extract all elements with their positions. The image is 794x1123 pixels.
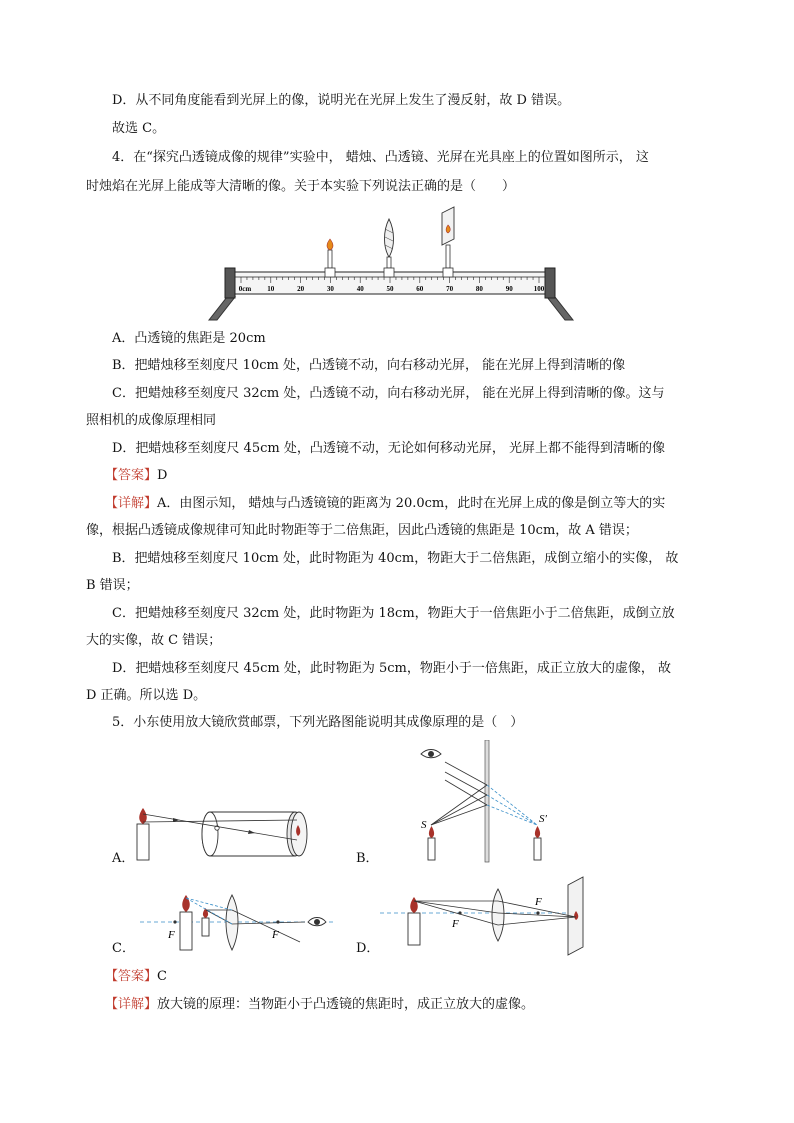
- q4-option-c-line2: 照相机的成像原理相同: [86, 413, 217, 428]
- prev-conclusion: 故选 C。: [112, 121, 166, 136]
- q4-detail-a-line1: A．由图示知， 蜡烛与凸透镜镜的距离为 20.0cm，此时在光屏上成的像是倒立等大的实: [157, 496, 666, 511]
- q4-detail-d-line2: D 正确。所以选 D。: [86, 688, 207, 703]
- q4-detail-c-line1: C．把蜡烛移至刻度尺 32cm 处，此时物距为 18cm，物距大于一倍焦距小于二倍焦距，成倒立放: [112, 606, 675, 621]
- label-s-prime: S′: [539, 813, 547, 825]
- prev-option-d: D．从不同角度能看到光屏上的像，说明光在光屏上发生了漫反射，故 D 错误。: [112, 93, 571, 108]
- q5-label-b: B．: [356, 851, 379, 866]
- ruler-tick-label: 50: [386, 285, 394, 293]
- ruler-tick-label: 10: [267, 285, 275, 293]
- q4-detail-d-line1: D．把蜡烛移至刻度尺 45cm 处，此时物距为 5cm，物距小于一倍焦距，成正立放大的虚像， 故: [112, 661, 671, 676]
- q4-option-b: B．把蜡烛移至刻度尺 10cm 处，凸透镜不动，向右移动光屏， 能在光屏上得到清晰的像: [112, 358, 626, 373]
- q5-answer-tag: 【答案】: [105, 969, 158, 984]
- candle-on-bench: [325, 239, 335, 277]
- q4-answer-line: [105, 467, 167, 485]
- q5-answer-line: [105, 968, 167, 986]
- q5-answer: C: [157, 969, 167, 984]
- q5-label-d: D．: [356, 941, 380, 956]
- label-f-c-right: F: [272, 929, 279, 941]
- label-f-d-right: F: [535, 896, 542, 908]
- q5-label-c: C．: [112, 941, 135, 956]
- q5-detail-tag: 【详解】: [105, 997, 158, 1012]
- q4-detail-a-line1-wrap: [105, 495, 665, 513]
- q5-figure-a-pinhole: [125, 800, 320, 865]
- q4-detail-b-line2: B 错误；: [86, 578, 139, 593]
- q4-option-c-line1: C．把蜡烛移至刻度尺 32cm 处，凸透镜不动，向右移动光屏， 能在光屏上得到清晰的像。这与: [112, 386, 665, 401]
- q4-detail-b-line1: B．把蜡烛移至刻度尺 10cm 处，此时物距为 40cm，物距大于二倍焦距，成倒立缩小的实像， 故: [112, 551, 679, 566]
- q4-stem-line1: 4．在“探究凸透镜成像的规律”实验中， 蜡烛、凸透镜、光屏在光具座上的位置如图所示， 这: [112, 150, 649, 165]
- q4-stem-line2: 时烛焰在光屏上能成等大清晰的像。关于本实验下列说法正确的是（ ）: [86, 179, 516, 194]
- ruler-tick-label: 70: [446, 285, 454, 293]
- screen-on-bench: [442, 207, 454, 277]
- q4-detail-tag: 【详解】: [105, 496, 158, 511]
- q5-detail: 放大镜的原理：当物距小于凸透镜的焦距时，成正立放大的虚像。: [157, 997, 535, 1012]
- ruler-tick-label: 90: [505, 285, 513, 293]
- label-f-d-left: F: [452, 918, 459, 930]
- q5-stem: 5．小东使用放大镜欣赏邮票，下列光路图能说明其成像原理的是（ ）: [112, 715, 524, 730]
- q5-figure-d-projector: [380, 875, 605, 965]
- q4-answer-tag: 【答案】: [105, 468, 158, 483]
- q4-optical-bench-figure: [205, 205, 575, 325]
- ruler-tick-label: 40: [356, 285, 364, 293]
- q4-option-a: A．凸透镜的焦距是 20cm: [112, 331, 266, 346]
- q5-figure-b-plane-mirror: [415, 740, 565, 865]
- ruler-tick-label: 0cm: [238, 285, 252, 293]
- q4-answer: D: [157, 468, 168, 483]
- q4-detail-c-line2: 大的实像，故 C 错误；: [86, 633, 222, 648]
- ruler-tick-label: 60: [416, 285, 424, 293]
- q4-detail-a-line2: 像，根据凸透镜成像规律可知此时物距等于二倍焦距，因此凸透镜的焦距是 10cm，故 A 错误；: [86, 523, 638, 538]
- label-s: S: [421, 819, 427, 831]
- q4-option-d: D．把蜡烛移至刻度尺 45cm 处，凸透镜不动，无论如何移动光屏， 光屏上都不能得到清晰的像: [112, 441, 665, 456]
- lens-on-bench: [384, 219, 394, 277]
- ruler-tick-label: 80: [475, 285, 483, 293]
- ruler-tick-label: 30: [326, 285, 334, 293]
- q5-detail-line: [105, 996, 534, 1014]
- ruler-tick-label: 20: [297, 285, 305, 293]
- label-f-c-left: F: [168, 929, 175, 941]
- q5-label-a: A．: [112, 851, 135, 866]
- q5-figure-c-magnifier: [140, 890, 335, 955]
- ruler-tick-label: 100: [533, 285, 545, 293]
